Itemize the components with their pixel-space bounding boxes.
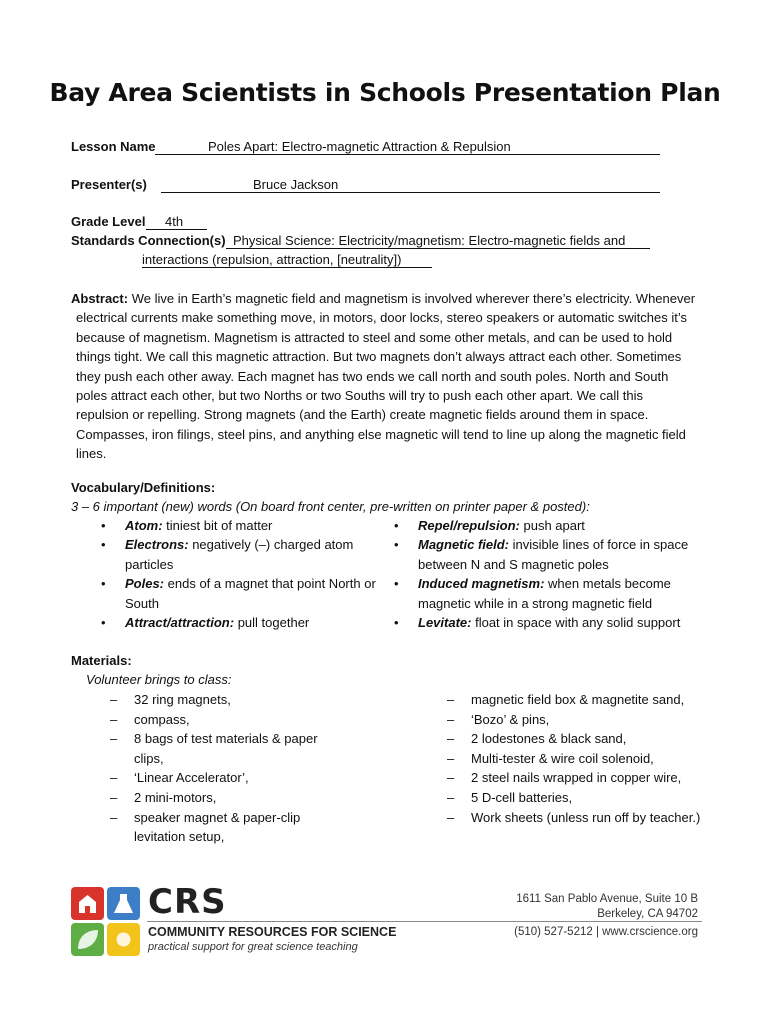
list-item-text: 2 steel nails wrapped in copper wire, [471, 770, 682, 786]
dash-icon: – [110, 711, 118, 727]
list-item-text: 2 mini-motors, [134, 789, 217, 805]
bullet-icon: • [394, 615, 399, 631]
vocab-definition: float in space with any solid support [475, 615, 681, 631]
list-item [447, 729, 711, 749]
list-item-text: ‘Bozo’ & pins, [471, 711, 550, 727]
vocabulary-list-left [101, 516, 387, 632]
bullet-icon: • [394, 576, 399, 592]
vocab-item [101, 613, 387, 632]
crs-logo-mark [71, 887, 141, 957]
list-item [447, 788, 711, 808]
sun-icon [107, 923, 140, 956]
lesson-name-value: Poles Apart: Electro-magnetic Attraction & Repulsion [208, 139, 511, 154]
list-item-text: compass, [134, 711, 190, 727]
presenter-label: Presenter(s) [71, 177, 147, 192]
list-item-text: 32 ring magnets, [134, 692, 231, 707]
vocab-item [394, 516, 703, 535]
dash-icon: – [110, 789, 118, 805]
address-line-2: Berkeley, CA 94702 [597, 908, 698, 920]
list-item [110, 808, 344, 847]
standards-label: Standards Connection(s) [71, 233, 226, 248]
org-name: COMMUNITY RESOURCES FOR SCIENCE [148, 925, 397, 939]
materials-heading: Materials: [71, 653, 132, 668]
vocab-term: Attract/attraction: [125, 615, 235, 631]
vocab-definition: push apart [523, 518, 585, 533]
list-item-text: magnetic field box & magnetite sand, [471, 692, 685, 707]
dash-icon: – [110, 770, 118, 786]
list-item-text: Work sheets (unless run off by teacher.) [471, 809, 701, 825]
dash-icon: – [447, 692, 455, 707]
vocabulary-heading: Vocabulary/Definitions: [71, 480, 216, 495]
list-item [110, 788, 344, 808]
presenter-line [161, 177, 660, 193]
standards-value-2: interactions (repulsion, attraction, [neutrality]) [142, 252, 402, 267]
vocabulary-list-right [394, 516, 703, 632]
vocab-term: Levitate: [418, 615, 472, 631]
bullet-icon: • [394, 518, 399, 533]
list-item [110, 729, 344, 768]
vocab-term: Atom: [125, 518, 163, 533]
org-contact: (510) 527-5212 | www.crscience.org [514, 926, 698, 938]
vocab-item [394, 613, 703, 632]
list-item-text: 8 bags of test materials & paper clips, [134, 731, 318, 766]
vocab-definition: negatively (–) charged atom particles [125, 537, 354, 572]
leaf-icon [71, 923, 104, 956]
list-item-text: ‘Linear Accelerator’, [134, 770, 249, 786]
vocab-term: Repel/repulsion: [418, 518, 520, 533]
org-tagline: practical support for great science teaching [148, 941, 358, 953]
dash-icon: – [110, 692, 118, 707]
bullet-icon: • [394, 537, 399, 553]
vocab-item [101, 516, 387, 535]
vocabulary-subheading: 3 – 6 important (new) words (On board front center, pre-written on printer paper & posted): [71, 499, 590, 514]
schoolhouse-icon [71, 887, 104, 920]
list-item [447, 808, 711, 828]
materials-list-right [447, 690, 711, 827]
list-item-text: 2 lodestones & black sand, [471, 731, 627, 747]
list-item [110, 690, 344, 710]
bullet-icon: • [101, 576, 106, 592]
dash-icon: – [447, 770, 455, 786]
bullet-icon: • [101, 537, 106, 553]
dash-icon: – [447, 809, 455, 825]
materials-list-left [110, 690, 344, 847]
dash-icon: – [110, 731, 118, 747]
list-item-text: speaker magnet & paper-clip levitation setup, [134, 809, 301, 845]
lab-flask-icon [107, 887, 140, 920]
list-item-text: Multi-tester & wire coil solenoid, [471, 750, 654, 766]
vocab-term: Electrons: [125, 537, 189, 553]
grade-level-label: Grade Level [71, 214, 146, 229]
vocab-item [394, 535, 703, 574]
vocab-definition: pull together [237, 615, 310, 631]
vocab-item [101, 574, 387, 613]
abstract-section [71, 289, 696, 464]
vocab-item [394, 574, 703, 613]
presenter-value: Bruce Jackson [253, 177, 339, 192]
vocab-definition: tiniest bit of matter [166, 518, 273, 533]
abstract-text: We live in Earth’s magnetic field and magnetism is involved wherever there’s electricity. Whenever electrical currents make something move, in motors, door locks, stereo speakers or automatic switches it’s because of magnetism. Magnetism is attracted to steel and some other metals, and can be used to hold things tight. We call this magnetic attraction. But two magnets don’t always attract each other. Sometimes they push each other away. Each magnet has two ends we call north and south poles. North and South poles attract each other, but two Norths or two Souths will try to push each other apart. We call this repulsion or repelling. Strong magnets (and the Earth) create magnetic fields around them in space. Compasses, iron filings, steel pins, and anything else magnetic will tend to line up along the magnetic field lines. [76, 291, 696, 462]
vocab-definition: ends of a magnet that point North or South [125, 576, 376, 611]
materials-subheading: Volunteer brings to class: [86, 672, 232, 687]
lesson-name-label: Lesson Name [71, 139, 156, 154]
dash-icon: – [447, 750, 455, 766]
vocab-term: Magnetic field: [418, 537, 510, 553]
list-item [447, 710, 711, 730]
vocab-term: Induced magnetism: [418, 576, 545, 592]
list-item [447, 749, 711, 769]
dash-icon: – [447, 789, 455, 805]
list-item-text: 5 D-cell batteries, [471, 789, 573, 805]
list-item [110, 768, 344, 788]
bullet-icon: • [101, 615, 106, 631]
vocab-definition: when metals become magnetic while in a strong magnetic field [418, 576, 671, 611]
dash-icon: – [447, 731, 455, 747]
vocab-item [101, 535, 387, 574]
vocab-term: Poles: [125, 576, 165, 592]
list-item [447, 690, 711, 710]
grade-level-value: 4th [165, 214, 184, 229]
org-address [516, 892, 698, 922]
vocab-definition: invisible lines of force in space between N and S magnetic poles [418, 537, 689, 572]
bullet-icon: • [101, 518, 106, 533]
crs-logo-text: CRS [148, 882, 227, 922]
dash-icon: – [447, 711, 455, 727]
abstract-label: Abstract: [71, 291, 129, 306]
list-item [447, 768, 711, 788]
address-line-1: 1611 San Pablo Avenue, Suite 10 B [516, 893, 698, 905]
list-item [110, 710, 344, 730]
dash-icon: – [110, 809, 118, 825]
page-title: Bay Area Scientists in Schools Presentation Plan [49, 78, 721, 107]
standards-value-1: Physical Science: Electricity/magnetism: Electro-magnetic fields and [233, 233, 626, 248]
